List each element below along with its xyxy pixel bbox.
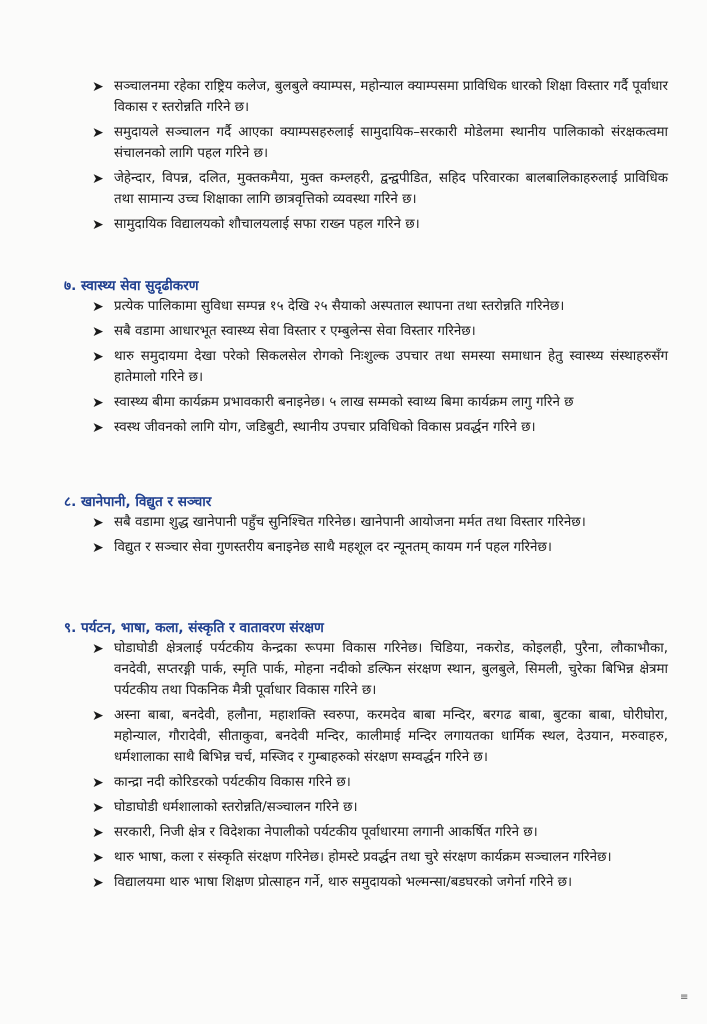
section-continuation	[88, 76, 668, 239]
arrow-bullet-icon: ➤	[92, 641, 104, 657]
arrow-bullet-icon: ➤	[92, 324, 104, 340]
arrow-bullet-icon: ➤	[92, 875, 104, 891]
arrow-bullet-icon: ➤	[92, 825, 104, 841]
section-heading-tourism: ९. पर्यटन, भाषा, कला, संस्कृति र वातावरण संरक्षण	[64, 620, 324, 636]
list-item: ➤ सामुदायिक विद्यालयको शौचालयलाई सफा राख्न पहल गरिने छ।	[92, 217, 420, 233]
section-heading-health: ७. स्वास्थ्य सेवा सुदृढीकरण	[64, 278, 199, 294]
arrow-bullet-icon: ➤	[92, 79, 104, 95]
arrow-bullet-icon: ➤	[92, 395, 104, 411]
section-tourism	[88, 638, 668, 897]
arrow-bullet-icon: ➤	[92, 217, 104, 233]
list-item: ➤ घोडाघोडी धर्मशालाको स्तरोन्नति/सञ्चालन गरिने छ।	[92, 800, 358, 816]
arrow-bullet-icon: ➤	[92, 708, 104, 724]
arrow-bullet-icon: ➤	[92, 800, 104, 816]
arrow-bullet-icon: ➤	[92, 850, 104, 866]
list-item: ➤ जेहेन्दार, विपन्न, दलित, मुक्तकमैया, मुक्त कम्लहरी, द्वन्द्वपीडित, सहिद परिवारका बालबालिकाहरुलाई प्राविधिक तथा सामान्य उच्च शिक्षाका लागि छात्रवृत्तिको व्यवस्था गरिने छ।	[92, 171, 668, 207]
arrow-bullet-icon: ➤	[92, 540, 104, 556]
list-item: ➤ स्वास्थ्य बीमा कार्यक्रम प्रभावकारी बनाइनेछ। ५ लाख सम्मको स्वाथ्य बिमा कार्यक्रम लागु गरिने छ	[92, 395, 574, 411]
list-item: ➤ समुदायले सञ्चालन गर्दै आएका क्याम्पसहरुलाई सामुदायिक–सरकारी मोडेलमा स्थानीय पालिकाको संरक्षकत्वमा संचालनको लागि पहल गरिने छ।	[92, 125, 668, 161]
list-item: ➤ अस्ना बाबा, बनदेवी, हलौना, महाशक्ति स्वरुपा, करमदेव बाबा मन्दिर, बरगढ बाबा, बुटका बाबा, घोरीघोरा, महोन्याल, गौरादेवी, सीताकुवा, बनदेवी मन्दिर, कालीमाई मन्दिर लगायतका धार्मिक स्थल, देउयान, मरुवाहरु, धर्मशालाका साथै बिभिन्न चर्च, मस्जिद र गुम्बाहरुको संरक्षण सम्वर्द्धन गरिने छ।	[92, 708, 668, 765]
arrow-bullet-icon: ➤	[92, 775, 104, 791]
arrow-bullet-icon: ➤	[92, 171, 104, 187]
section-heading-water: ८. खानेपानी, विद्युत र सञ्चार	[64, 494, 212, 510]
arrow-bullet-icon: ➤	[92, 125, 104, 141]
page-edge-mark: ≡	[680, 992, 689, 1003]
section-water	[88, 512, 668, 562]
list-item: ➤ घोडाघोडी क्षेत्रलाई पर्यटकीय केन्द्रका रूपमा विकास गरिनेछ। चिडिया, नकरोड, कोइलही, पुरैना, लौकाभौका, वनदेवी, सप्तरङ्गी पार्क, स्मृति पार्क, मोहना नदीको डल्फिन संरक्षण स्थान, बुलबुले, सिमली, चुरेका बिभिन्न क्षेत्रमा पर्यटकीय तथा पिकनिक मैत्री पूर्वाधार विकास गरिने छ।	[92, 641, 668, 698]
section-health	[88, 296, 668, 442]
list-item: ➤ प्रत्येक पालिकामा सुविधा सम्पन्न १५ देखि २५ सैयाको अस्पताल स्थापना तथा स्तरोन्नति गरिनेछ।	[92, 299, 565, 315]
arrow-bullet-icon: ➤	[92, 420, 104, 436]
arrow-bullet-icon: ➤	[92, 299, 104, 315]
list-item: ➤ स्वस्थ जीवनको लागि योग, जडिबुटी, स्थानीय उपचार प्रविधिको विकास प्रवर्द्धन गरिने छ।	[92, 420, 536, 436]
list-item: ➤ थारु समुदायमा देखा परेको सिकलसेल रोगको निःशुल्क उपचार तथा समस्या समाधान हेतु स्वास्थ्य संस्थाहरुसँग हातेमालो गरिने छ।	[92, 349, 668, 385]
list-item: ➤ थारु भाषा, कला र संस्कृति संरक्षण गरिनेछ। होमस्टे प्रवर्द्धन तथा चुरे संरक्षण कार्यक्रम सञ्चालन गरिनेछ।	[92, 850, 612, 866]
list-item: ➤ सञ्चालनमा रहेका राष्ट्रिय कलेज, बुलबुले क्याम्पस, महोन्याल क्याम्पसमा प्राविधिक धारको शिक्षा विस्तार गर्दै पूर्वाधार विकास र स्तरोन्नति गरिने छ।	[92, 79, 668, 115]
list-item: ➤ सबै वडामा आधारभूत स्वास्थ्य सेवा विस्तार र एम्बुलेन्स सेवा विस्तार गरिनेछ।	[92, 324, 476, 340]
list-item: ➤ कान्द्रा नदी कोरिडरको पर्यटकीय विकास गरिने छ।	[92, 775, 351, 791]
list-item: ➤ सरकारी, निजी क्षेत्र र विदेशका नेपालीको पर्यटकीय पूर्वाधारमा लगानी आकर्षित गरिने छ।	[92, 825, 538, 841]
list-item: ➤ विद्यालयमा थारु भाषा शिक्षण प्रोत्साहन गर्ने, थारु समुदायको भल्मन्सा/बडघरको जगेर्ना गरिने छ।	[92, 875, 573, 891]
list-item: ➤ सबै वडामा शुद्ध खानेपानी पहुँच सुनिश्चित गरिनेछ। खानेपानी आयोजना मर्मत तथा विस्तार गरिनेछ।	[92, 515, 586, 531]
list-item: ➤ विद्युत र सञ्चार सेवा गुणस्तरीय बनाइनेछ साथै महशूल दर न्यूनतम् कायम गर्न पहल गरिनेछ।	[92, 540, 552, 556]
arrow-bullet-icon: ➤	[92, 515, 104, 531]
arrow-bullet-icon: ➤	[92, 349, 104, 365]
